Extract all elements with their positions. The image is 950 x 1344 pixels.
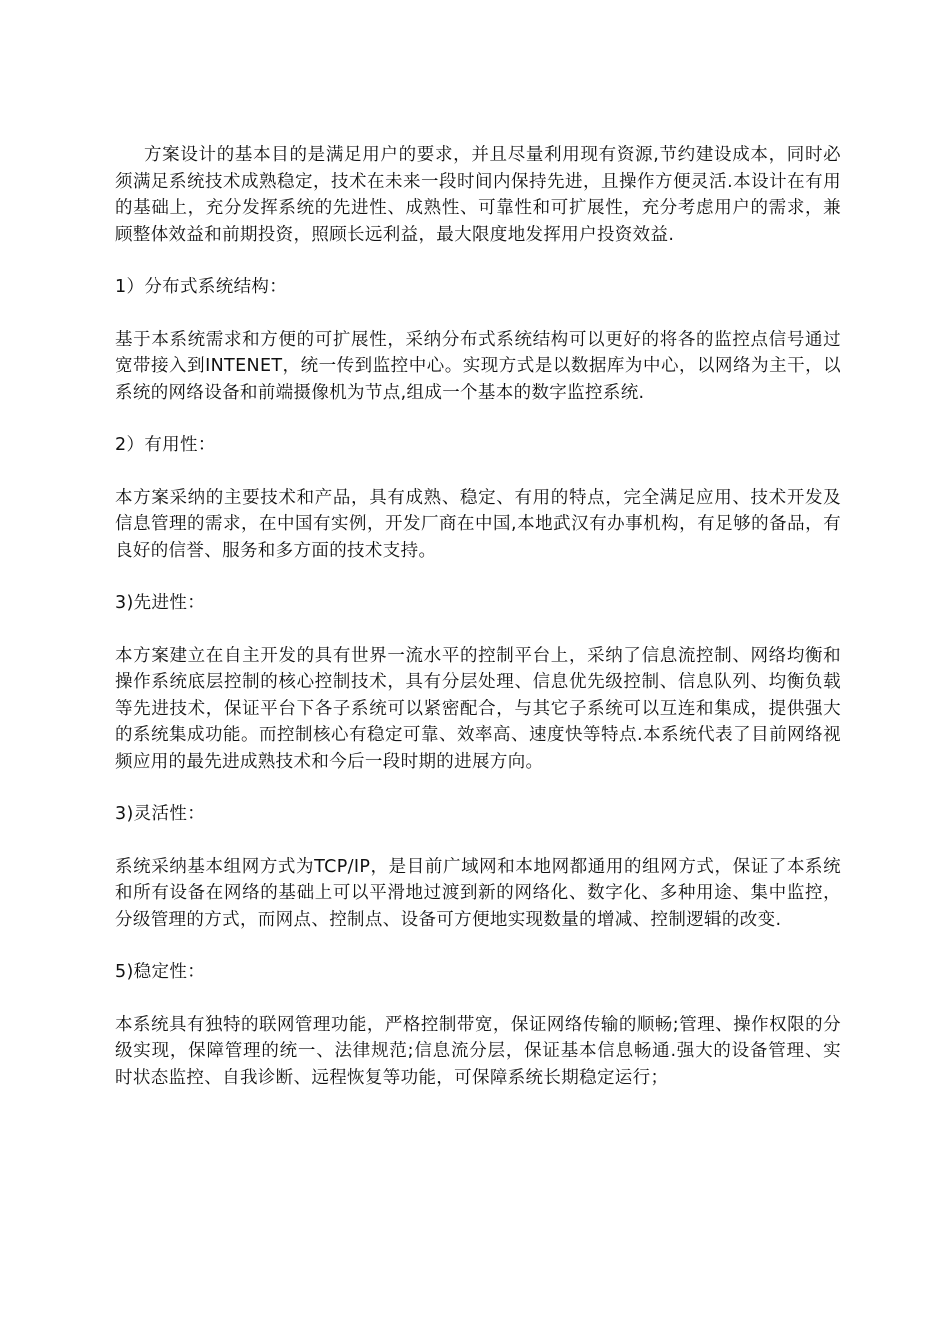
section-heading-distributed-structure: 1）分布式系统结构：	[115, 277, 288, 297]
section-heading-flexibility: 3)灵活性：	[115, 804, 206, 824]
section-heading-stability: 5)稳定性：	[115, 962, 206, 982]
section-body-advancement: 本方案建立在自主开发的具有世界一流水平的控制平台上，采纳了信息流控制、网络均衡和操作系统底层控制的核心控制技术，具有分层处理、信息优先级控制、信息队列、均衡负载等先进技术，保证平台下各子系统可以紧密配合，与其它子系统可以互连和集成，提供强大的系统集成功能。而控制核心有稳定可靠、效率高、速度快等特点.本系统代表了目前网络视频应用的最先进成熟技术和今后一段时期的进展方向。	[115, 645, 841, 772]
section-heading-advancement: 3)先进性：	[115, 593, 206, 613]
section-body-stability: 本系统具有独特的联网管理功能，严格控制带宽，保证网络传输的顺畅;管理、操作权限的分级实现，保障管理的统一、法律规范;信息流分层，保证基本信息畅通.强大的设备管理、实时状态监控、自我诊断、远程恢复等功能，可保障系统长期稳定运行；	[115, 1014, 841, 1088]
intro-paragraph: 方案设计的基本目的是满足用户的要求，并且尽量利用现有资源,节约建设成本，同时必须满足系统技术成熟稳定，技术在未来一段时间内保持先进，且操作方便灵活.本设计在有用的基础上，充分发挥系统的先进性、成熟性、可靠性和可扩展性，充分考虑用户的需求，兼顾整体效益和前期投资，照顾长远利益，最大限度地发挥用户投资效益.	[115, 145, 841, 245]
section-body-flexibility: 系统采纳基本组网方式为TCP/IP，是目前广域网和本地网都通用的组网方式，保证了本系统和所有设备在网络的基础上可以平滑地过渡到新的网络化、数字化、多种用途、集中监控，分级管理的方式，而网点、控制点、设备可方便地实现数量的增减、控制逻辑的改变.	[115, 856, 841, 930]
section-heading-usefulness: 2）有用性：	[115, 435, 216, 455]
document-body	[115, 142, 841, 1117]
section-body-distributed-structure: 基于本系统需求和方便的可扩展性，采纳分布式系统结构可以更好的将各的监控点信号通过宽带接入到INTENET，统一传到监控中心。实现方式是以数据库为中心，以网络为主干，以系统的网络设备和前端摄像机为节点,组成一个基本的数字监控系统.	[115, 329, 841, 403]
section-body-usefulness: 本方案采纳的主要技术和产品，具有成熟、稳定、有用的特点，完全满足应用、技术开发及信息管理的需求，在中国有实例，开发厂商在中国,本地武汉有办事机构，有足够的备品，有良好的信誉、服务和多方面的技术支持。	[115, 487, 841, 561]
